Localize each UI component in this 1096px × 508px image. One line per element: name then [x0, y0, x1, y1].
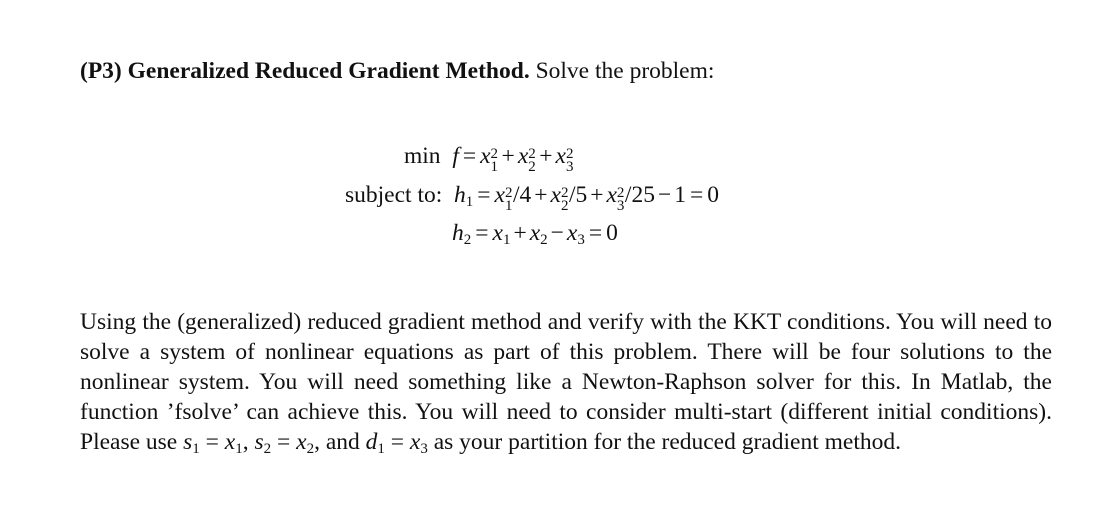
problem-instruction: Solve the problem:: [535, 58, 715, 84]
objective-expression: f = x 2 1 + x 2 2 + x 2 3: [452, 143, 574, 175]
subject-to-keyword: subject to:: [345, 182, 443, 208]
constraint-h2-expression: $h_2 = x_1 + x_2 - x_3 = 0$: [452, 220, 618, 248]
min-keyword: min: [404, 143, 441, 169]
paragraph-start: Using the (generalized) reduced gradient method and verify with the KKT conditions. You will need to solve a system of nonlinear equations as part of this problem. There will be four solutions to the nonlinear system. You will need something like a Newton-Raphson solver for this. In Matlab, the function ’fsolve’ can achieve this. You will need to consider multi-start (different initial conditions). Please use: [80, 309, 1052, 455]
constraint-h1-row: [345, 181, 719, 214]
partition-expression: $s_1 = x_1$, $s_2 = x_2$, and $d_1 = x_3$: [183, 429, 428, 457]
constraint-h2-row: [452, 219, 618, 247]
objective-row: [404, 142, 574, 175]
problem-heading: [80, 56, 714, 86]
constraint-h1-expression: $h_1 = x$ 2 1 /4 + x 2 2 /5 + x 2 3 /25 − 1 = 0: [454, 182, 719, 214]
instructions-paragraph: [80, 307, 1052, 457]
problem-label: (P3) Generalized Reduced Gradient Method.: [80, 58, 530, 84]
paragraph-end: as your partition for the reduced gradient method.: [427, 429, 901, 455]
